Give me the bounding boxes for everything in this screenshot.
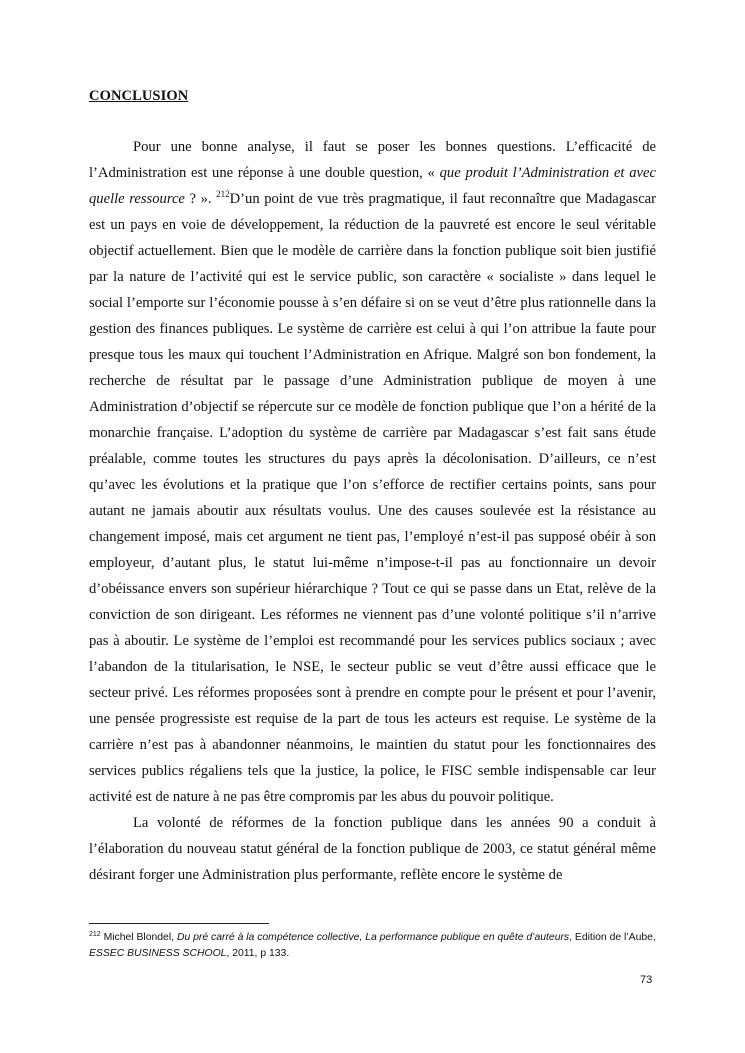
page-number: 73 — [640, 974, 653, 986]
footnote-mark: 212 — [89, 931, 101, 938]
paragraph-2: La volonté de réformes de la fonction publique dans les années 90 a conduit à l’élaboration du nouveau statut général de la fonction publique de 2003, ce statut général même désirant forger une Administration plus performante, reflète encore le système de — [89, 815, 656, 883]
footnote-publisher: ESSEC BUSINESS SCHOOL — [89, 948, 227, 959]
paragraph-1-text-e: D’un point de vue très pragmatique, il faut reconnaître que Madagascar est un pays en voie de développement, la réduction de la pauvreté est encore le seul véritable objectif actuellement. Bien que le modèle de carrière dans la fonction publique soit bien justifié par la nature de l’activité qui est le service public, son caractère « socialiste » dans lequel le social l’emporte sur l’économie pousse à s’en défaire si on se veut d’être plus rationnelle dans la gestion des finances publiques. Le système de carrière est celui à qui l’on attribue la faute pour presque tous les maux qui touchent l’Administration en Afrique. Malgré son bon fondement, la recherche de résultat par le passage d’une Administration publique de moyen à une Administration d’objectif se répercute sur ce modèle de fonction publique que l’on a hérité de la monarchie française. L’adoption du système de carrière par Madagascar s’est fait sans étude préalable, comme toutes les structures du pays après la décolonisation. D’ailleurs, ce n’est qu’avec les évolutions et la pratique que l’on s’efforce de rectifier certains points, sans pour autant ne jamais aboutir aux résultats voulus. Une des causes soulevée est la résistance au changement imposé, mais cet argument ne tient pas, l’employé n’est-il pas supposé obéir à son employeur, d’autant plus, le statut lui-même n’impose-t-il pas au fonctionnaire un devoir d’obéissance envers son supérieur hiérarchique ? Tout ce qui se passe dans un Etat, relève de la conviction de son dirigeant. Les réformes ne viennent pas d’une volonté politique s’il n’arrive pas à aboutir. Le système de l’emploi est recommandé pour les services publics sociaux ; avec l’abandon de la titularisation, le NSE, le secteur public se veut d’être aussi efficace que le secteur privé. Les réformes proposées sont à prendre en compte pour le présent et pour l’avenir, une pensée progressiste est requise de la part de tous les acteurs est requise. Le système de la carrière n’est pas à abandonner néanmoins, le maintien du statut pour les fonctionnaires des services publics régaliens tels que la justice, la police, le FISC semble indispensable car leur activité est de nature à ne pas être compromis par les abus du pouvoir politique. — [89, 191, 657, 805]
footnote-edition: , Edition de l’Aube, — [569, 932, 656, 943]
section-heading: CONCLUSION — [89, 88, 189, 104]
paragraph-1-text-c: ? ». — [184, 191, 217, 207]
quoted-question: que produit l’Administration et avec quelle ressource — [89, 165, 656, 207]
body-text — [89, 134, 656, 888]
footnote-separator — [89, 923, 269, 924]
footnote — [89, 930, 659, 962]
paragraph-1-text-a: Pour une bonne analyse, il faut se poser les bonnes questions. L’efficacité de l’Administration est une réponse à une double question, « — [89, 139, 656, 181]
footnote-author: Michel Blondel, — [100, 932, 177, 943]
footnote-reference[interactable]: 212 — [216, 189, 230, 199]
paragraph-1 — [89, 134, 656, 810]
footnote-title: Du pré carré à la compétence collective, La performance publique en quête d’auteurs — [176, 932, 570, 943]
footnote-end: , 2011, p 133. — [226, 948, 290, 959]
